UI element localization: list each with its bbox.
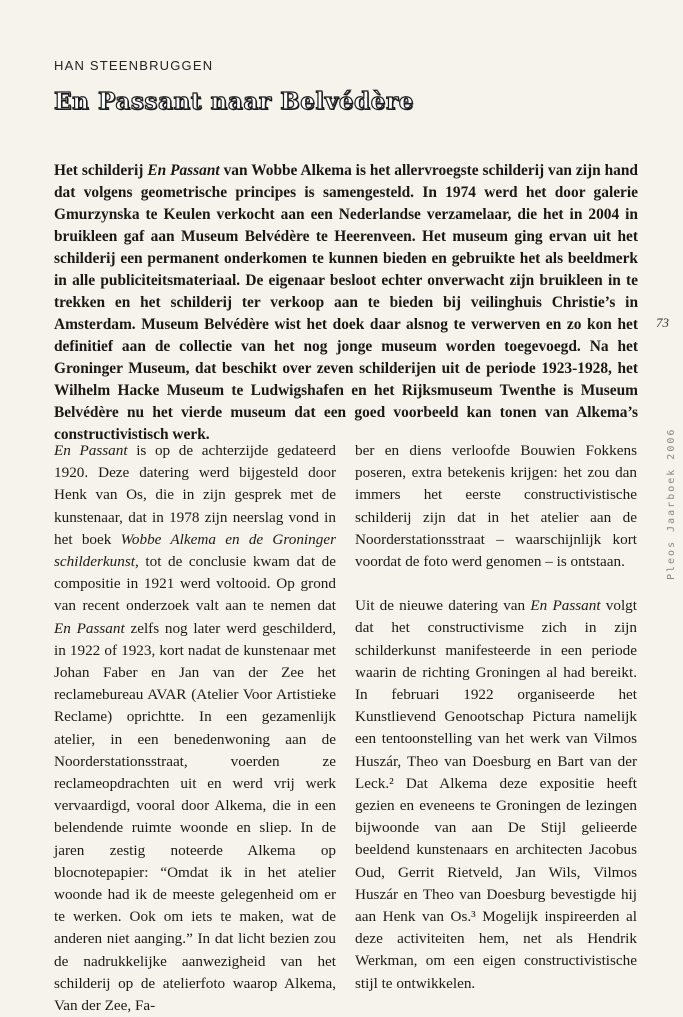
body-column-left xyxy=(54,440,336,1017)
artwork-title: En Passant xyxy=(54,619,125,637)
page-number: 73 xyxy=(656,315,669,330)
body-paragraph: Uit de nieuwe datering van En Passant volgt dat het constructivisme zich in zijn schilderkunst manifesteerde in een periode waarin de richting Groningen al had bereikt. In februari 1922 organiseerde het Kunstlievend Genootschap Pictura namelijk een tentoonstelling van het werk van Vilmos Huszár, Theo van Doesburg en Bart van der Leck.² Dat Alkema deze expositie heeft gezien en eveneens te Groningen de lezingen bijwoonde van aan De Stijl gelieerde beeldend kunstenaars en architecten Jacobus Oud, Gerrit Rietveld, Jan Wils, Vilmos Huszár en Theo van Doesburg bevestigde hij aan Henk van Os.³ Mogelijk inspireerden al deze activiteiten hem, net als Hendrik Werkman, om een eigen constructivistische stijl te ontwikkelen. xyxy=(355,597,637,992)
article-title: En Passant naar Belvédère xyxy=(54,88,414,115)
body-paragraph: ber en diens verloofde Bouwien Fokkens poseren, extra betekenis krijgen: het zou dan immers het eerste constructivistische schilderij zijn dat in het atelier aan de Noorderstationsstraat – waarschijnlijk kort voordat de foto werd genomen – is ontstaan. xyxy=(355,442,637,571)
body-paragraph: En Passant is op de achterzijde gedateerd 1920. Deze datering werd bijgesteld door Henk van Os, die in zijn gesprek met de kunstenaar, dat in 1978 zijn neerslag vond in het boek Wobbe Alkema en de Groninger schilderkunst, tot de conclusie kwam dat de compositie in 1921 werd voltooid. Op grond van recent onderzoek valt aan te nemen dat En Passant zelfs nog later werd geschilderd, in 1922 of 1923, kort nadat de kunstenaar met Johan Faber en Jan van der Zee het reclamebureau AVAR (Atelier Voor Artistieke Reclame) oprichtte. In een gezamenlijk atelier, in een benedenwoning aan de Noorderstationsstraat, voerden ze reclameopdrachten uit en werd vrij werk vervaardigd, vooral door Alkema, die in een belendende ruimte woonde en sliep. In de jaren zestig noteerde Alkema op blocnotepapier: “Omdat ik in het atelier woonde had ik de meeste gelegenheid om er te werken. Ook om iets te maken, wat de anderen niet aanging.” In dat licht bezien zou de nadrukkelijke aanwezigheid van het schilderij op de atelierfoto waarop Alkema, Van der Zee, Fa- xyxy=(54,442,336,1015)
intro-paragraph: Het schilderij En Passant van Wobbe Alkema is het allervroegste schilderij van zijn hand dat volgens geometrische principes is samengesteld. In 1974 werd het door galerie Gmurzynska te Keulen verkocht aan een Nederlandse verzamelaar, die het in 2004 in bruikleen gaf aan Museum Belvédère te Heerenveen. Het museum ging ervan uit het schilderij een permanent onderkomen te kunnen bieden en gebruikte het als beeldmerk in alle publiciteitsmateriaal. De eigenaar besloot echter onverwacht zijn bruikleen in te trekken en het schilderij ter verkoop aan te bieden bij veilinghuis Christie’s in Amsterdam. Museum Belvédère wist het doek daar alsnog te verwerven en zo kon het definitief aan de collectie van het nog jonge museum worden toegevoegd. Na het Groninger Museum, dat beschikt over zeven schilderijen uit de periode 1923-1928, het Wilhelm Hacke Museum te Ludwigshafen en het Rijksmuseum Twenthe is Museum Belvédère nu het vierde museum dat een goed voorbeeld kan tonen van Alkema’s constructivistisch werk. xyxy=(54,162,638,443)
book-title: Wobbe Alkema en de Groninger schilderkunst xyxy=(54,530,336,571)
artwork-title: En Passant xyxy=(147,162,220,179)
artwork-title: En Passant xyxy=(54,442,128,459)
body-column-right xyxy=(355,440,637,995)
author-name: HAN STEENBRUGGEN xyxy=(54,58,214,73)
running-footer: Pleos Jaarboek 2006 xyxy=(666,427,677,580)
artwork-title: En Passant xyxy=(530,597,601,615)
